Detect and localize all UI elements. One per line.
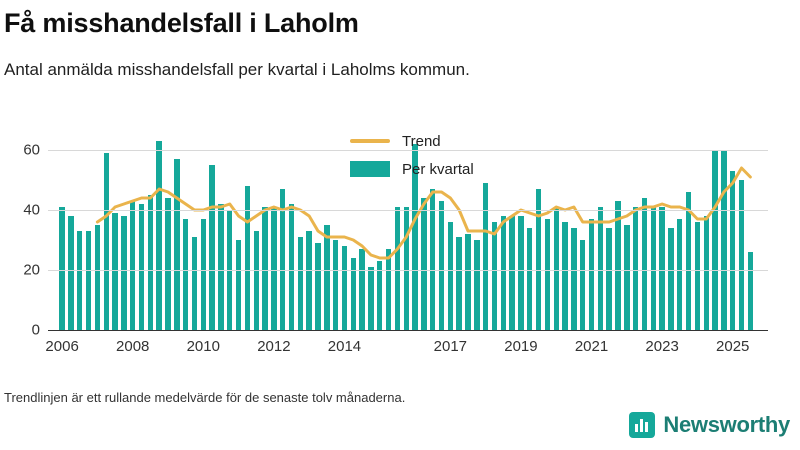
gridline [48, 210, 768, 211]
x-axis-tick-label: 2017 [433, 338, 468, 355]
newsworthy-logo [629, 412, 790, 438]
bar-chart-icon [629, 412, 655, 438]
x-axis-tick-label: 2021 [574, 338, 609, 355]
x-axis-tick-label: 2025 [716, 338, 750, 355]
x-axis-tick-label: 2006 [45, 338, 79, 355]
legend-bar-swatch-icon [350, 161, 390, 177]
y-axis-tick-label: 60 [23, 141, 40, 159]
legend-line-swatch-icon [350, 139, 390, 143]
legend-item-per-kvartal [350, 158, 474, 180]
x-axis-tick-label: 2008 [116, 338, 150, 355]
chart-footnote: Trendlinjen är ett rullande medelvärde för de senaste tolv månaderna. [4, 390, 406, 405]
gridline [48, 270, 768, 271]
y-axis-tick-label: 40 [23, 201, 40, 219]
y-axis-tick-label: 0 [31, 321, 40, 339]
legend-item-trend [350, 130, 474, 152]
page-title: Få misshandelsfall i Laholm [4, 8, 359, 38]
x-axis-tick-label: 2012 [257, 338, 291, 355]
page-subtitle: Antal anmälda misshandelsfall per kvartal i Laholms kommun. [4, 60, 470, 79]
legend-label-per-kvartal: Per kvartal [402, 160, 474, 178]
x-axis-tick-label: 2019 [504, 338, 538, 355]
chart-container [0, 110, 800, 355]
gridline [48, 330, 768, 331]
chart-legend [350, 130, 474, 186]
legend-label-trend: Trend [402, 132, 441, 150]
x-axis-tick-label: 2014 [327, 338, 362, 355]
x-axis-tick-label: 2023 [645, 338, 679, 355]
brand-name: Newsworthy [663, 412, 790, 437]
x-axis-tick-label: 2010 [186, 338, 220, 355]
y-axis-tick-label: 20 [23, 261, 40, 279]
